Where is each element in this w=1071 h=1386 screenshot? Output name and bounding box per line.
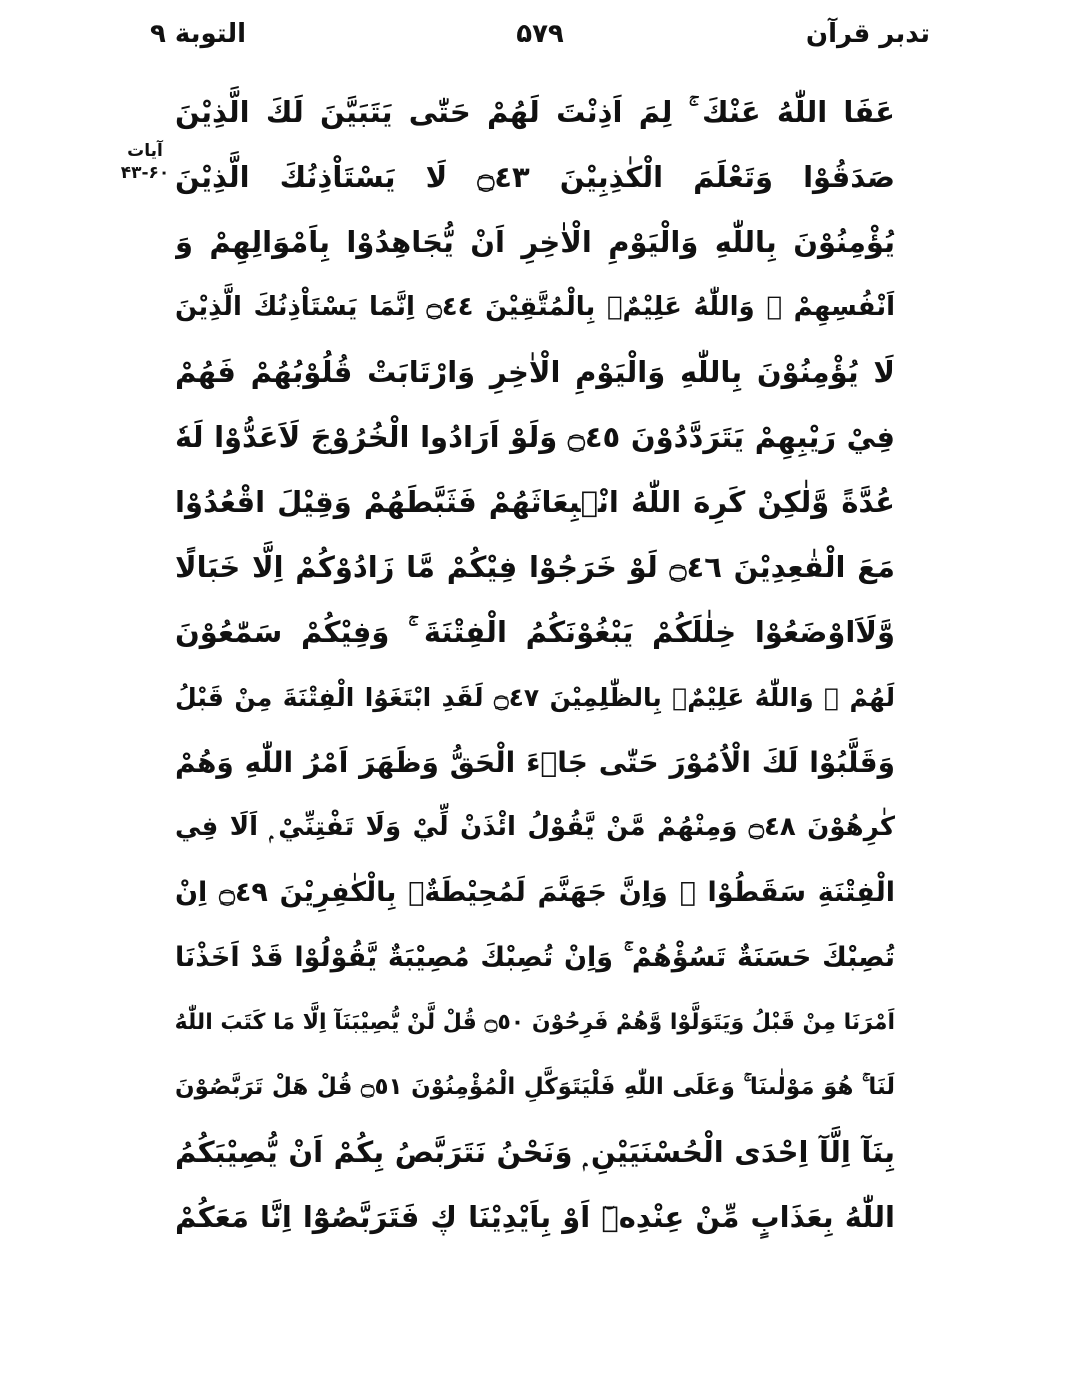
surah-title: التوبة ۹ [150, 19, 247, 49]
quran-text-block [175, 80, 895, 1380]
text-line: عَفَا اللّٰهُ عَنْكَ ۚ لِمَ اَذِنْتَ لَهُمْ حَتّٰى يَتَبَيَّنَ لَكَ الَّذِيْنَ [175, 95, 895, 129]
verse-range-label: آیات [127, 141, 163, 161]
text-line: اللّٰهُ بِعَذَابٍ مِّنْ عِنْدِهٖٓ اَوْ بِاَيْدِيْنَا ڮ فَتَرَبَّصُوْٓا اِنَّا مَعَكُمْ [175, 1200, 895, 1234]
verse-range-note [110, 140, 180, 184]
text-line: اَمْرَنَا مِنْ قَبْلُ وَيَتَوَلَّوْا وَّهُمْ فَرِحُوْنَ ۝٥٠ قُلْ لَّنْ يُّصِيْبَنَآ اِلَّا مَا كَتَبَ اللّٰهُ [175, 1010, 895, 1035]
text-line: بِنَآ اِلَّآ اِحْدَى الْحُسْنَيَيْنِ ۭ وَنَحْنُ نَتَرَبَّصُ بِكُمْ اَنْ يُّصِيْبَكُمُ [175, 1135, 895, 1169]
text-line: فِيْ رَيْبِهِمْ يَتَرَدَّدُوْنَ ۝٤٥ وَلَوْ اَرَادُوا الْخُرُوْجَ لَاَعَدُّوْا لَهٗ [175, 420, 895, 454]
page-number: ۵۷۹ [516, 19, 564, 49]
page-header [150, 14, 930, 54]
text-line: عُدَّةً وَّلٰكِنْ كَرِهَ اللّٰهُ انْۢبِعَاثَهُمْ فَثَبَّطَهُمْ وَقِيْلَ اقْعُدُوْا [175, 485, 895, 519]
text-line: لَنَا ۚ هُوَ مَوْلٰىنَا ۚ وَعَلَى اللّٰهِ فَلْيَتَوَكَّلِ الْمُؤْمِنُوْنَ ۝٥١ قُلْ هَلْ تَرَبَّصُوْنَ [175, 1074, 895, 1100]
text-line: مَعَ الْقٰعِدِيْنَ ۝٤٦ لَوْ خَرَجُوْا فِيْكُمْ مَّا زَادُوْكُمْ اِلَّا خَبَالًا [175, 550, 895, 584]
text-line: لَا يُؤْمِنُوْنَ بِاللّٰهِ وَالْيَوْمِ الْاٰخِرِ وَارْتَابَتْ قُلُوْبُهُمْ فَهُمْ [175, 355, 895, 389]
verse-range-numbers: ۴۳-۶۰ [120, 163, 170, 183]
text-line: كٰرِهُوْنَ ۝٤٨ وَمِنْهُمْ مَّنْ يَّقُوْلُ ائْذَنْ لِّيْ وَلَا تَفْتِنِّيْ ۭ اَلَا فِي [175, 812, 895, 842]
text-line: الْفِتْنَةِ سَقَطُوْا ۭ وَاِنَّ جَهَنَّمَ لَمُحِيْطَةٌۢ بِالْكٰفِرِيْنَ ۝٤٩ اِنْ [175, 877, 895, 908]
text-line: وَقَلَّبُوْا لَكَ الْاُمُوْرَ حَتّٰى جَاۗءَ الْحَقُّ وَظَهَرَ اَمْرُ اللّٰهِ وَهُمْ [175, 746, 895, 779]
text-line: لَهُمْ ۭ وَاللّٰهُ عَلِيْمٌۢ بِالظّٰلِمِيْنَ ۝٤٧ لَقَدِ ابْتَغَوُا الْفِتْنَةَ مِنْ قَبْلُ [175, 683, 895, 712]
book-title: تدبر قرآن [805, 19, 930, 49]
text-line: تُصِبْكَ حَسَنَةٌ تَسُؤْهُمْ ۚ وَاِنْ تُصِبْكَ مُصِيْبَةٌ يَّقُوْلُوْا قَدْ اَخَذْنَا [175, 942, 895, 973]
text-line: اَنْفُسِهِمْ ۭ وَاللّٰهُ عَلِيْمٌۢ بِالْمُتَّقِيْنَ ۝٤٤ اِنَّمَا يَسْتَاْذِنُكَ الَّذِيْنَ [175, 292, 895, 322]
text-line: يُؤْمِنُوْنَ بِاللّٰهِ وَالْيَوْمِ الْاٰخِرِ اَنْ يُّجَاهِدُوْا بِاَمْوَالِهِمْ وَ [175, 225, 895, 259]
text-line: وَّلَاَاوْضَعُوْا خِلٰلَكُمْ يَبْغُوْنَكُمُ الْفِتْنَةَ ۚ وَفِيْكُمْ سَمّٰعُوْنَ [175, 615, 895, 649]
text-line: صَدَقُوْا وَتَعْلَمَ الْكٰذِبِيْنَ ۝٤٣ لَا يَسْتَاْذِنُكَ الَّذِيْنَ [175, 160, 895, 194]
